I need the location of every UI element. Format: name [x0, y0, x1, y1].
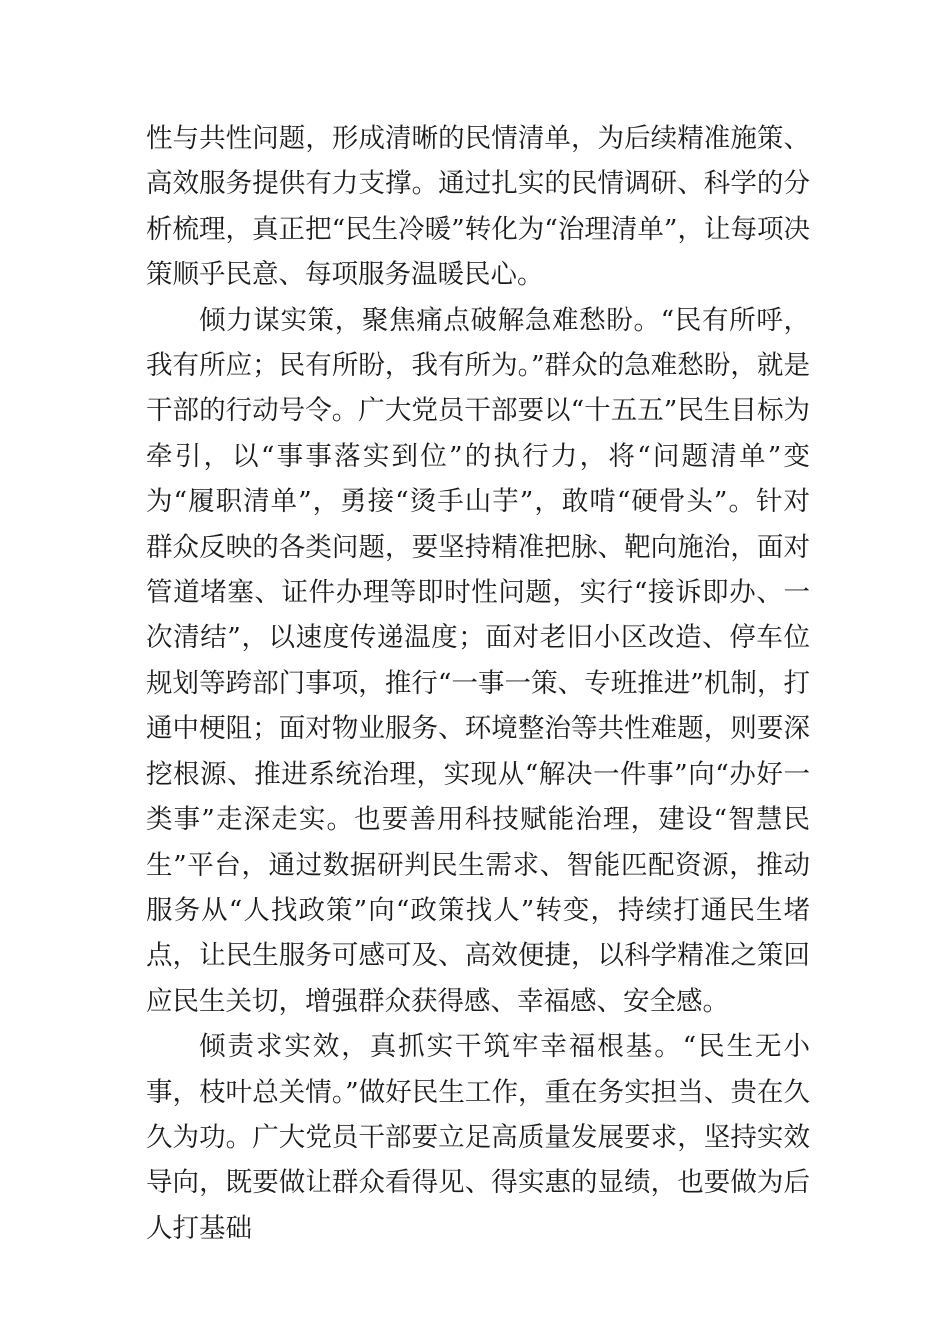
- document-body: [146, 116, 810, 1251]
- paragraph-2: 倾力谋实策，聚焦痛点破解急难愁盼。“民有所呼，我有所应；民有所盼，我有所为。”群众的急难愁盼，就是干部的行动号令。广大党员干部要以“十五五”民生目标为牵引，以“事事落实到位”的执行力，将“问题清单”变为“履职清单”，勇接“烫手山芋”，敢啃“硬骨头”。针对群众反映的各类问题，要坚持精准把脉、靶向施治，面对管道堵塞、证件办理等即时性问题，实行“接诉即办、一次清结”，以速度传递温度；面对老旧小区改造、停车位规划等跨部门事项，推行“一事一策、专班推进”机制，打通中梗阻；面对物业服务、环境整治等共性难题，则要深挖根源、推进系统治理，实现从“解决一件事”向“办好一类事”走深走实。也要善用科技赋能治理，建设“智慧民生”平台，通过数据研判民生需求、智能匹配资源，推动服务从“人找政策”向“政策找人”转变，持续打通民生堵点，让民生服务可感可及、高效便捷，以科学精准之策回应民生关切，增强群众获得感、幸福感、安全感。: [146, 304, 810, 1017]
- paragraph-1: 性与共性问题，形成清晰的民情清单，为后续精准施策、高效服务提供有力支撑。通过扎实的民情调研、科学的分析梳理，真正把“民生冷暖”转化为“治理清单”，让每项决策顺乎民意、每项服务温暖民心。: [146, 123, 810, 291]
- paragraph-3: 倾责求实效，真抓实干筑牢幸福根基。“民生无小事，枝叶总关情。”做好民生工作，重在务实担当、贵在久久为功。广大党员干部要立足高质量发展要求，坚持实效导向，既要做让群众看得见、得实惠的显绩，也要做为后人打基础: [146, 1031, 810, 1244]
